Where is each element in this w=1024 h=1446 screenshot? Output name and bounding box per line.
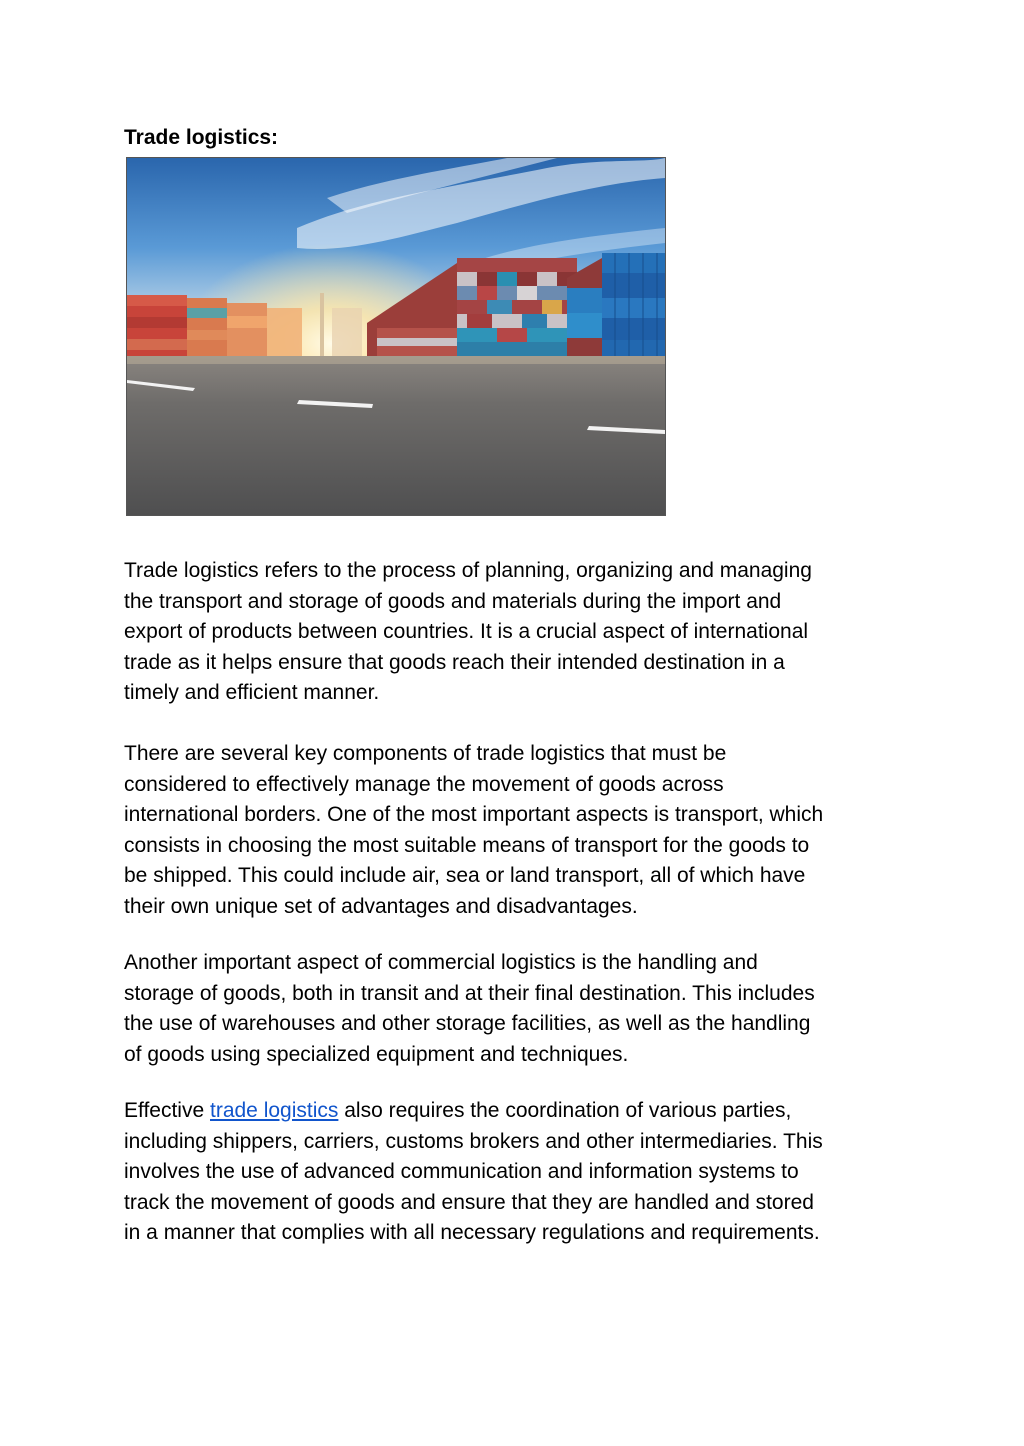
distant-building bbox=[332, 308, 362, 358]
text-line: of goods using specialized equipment and techniques. bbox=[124, 1042, 629, 1066]
paragraph-key-components bbox=[124, 739, 924, 923]
horizon-haze bbox=[127, 356, 665, 364]
text-line: Trade logistics refers to the process of planning, organizing and managing bbox=[124, 559, 812, 582]
text-line: consists in choosing the most suitable means of transport for the goods to bbox=[124, 833, 810, 857]
text-line: considered to effectively manage the movement of goods across bbox=[124, 772, 724, 796]
photo-illustration bbox=[127, 158, 665, 515]
text-line: including shippers, carriers, customs brokers and other intermediaries. This bbox=[124, 1129, 823, 1153]
text-line: There are several key components of trade logistics that must be bbox=[124, 742, 727, 765]
container-terminal-photo bbox=[126, 157, 666, 516]
text-line: the transport and storage of goods and materials during the import and bbox=[124, 589, 782, 613]
text-segment: Effective bbox=[124, 1099, 210, 1122]
text-line: track the movement of goods and ensure that they are handled and stored bbox=[124, 1190, 814, 1214]
text-line: export of products between countries. It is a crucial aspect of international bbox=[124, 620, 809, 644]
paragraph-introduction bbox=[124, 556, 924, 709]
text-line: Another important aspect of commercial logistics is the handling and bbox=[124, 951, 758, 974]
text-line: involves the use of advanced communication and information systems to bbox=[124, 1160, 799, 1184]
text-line: timely and efficient manner. bbox=[124, 681, 380, 705]
text-line: international borders. One of the most important aspects is transport, which bbox=[124, 803, 824, 827]
text-line bbox=[124, 1096, 924, 1127]
text-line: be shipped. This could include air, sea or land transport, all of which have bbox=[124, 864, 806, 888]
text-line: trade as it helps ensure that goods reach their intended destination in a bbox=[124, 650, 785, 674]
paragraph-coordination bbox=[124, 1096, 924, 1249]
text-line: their own unique set of advantages and disadvantages. bbox=[124, 894, 638, 918]
text-line: in a manner that complies with all necessary regulations and requirements. bbox=[124, 1221, 820, 1245]
trade-logistics-link[interactable]: trade logistics bbox=[210, 1099, 339, 1122]
light-pole bbox=[320, 293, 324, 358]
page-title: Trade logistics: bbox=[124, 126, 279, 149]
paragraph-handling-storage bbox=[124, 948, 924, 1070]
text-line: the use of warehouses and other storage facilities, as well as the handling bbox=[124, 1012, 811, 1036]
asphalt-road bbox=[127, 356, 665, 515]
text-line: storage of goods, both in transit and at their final destination. This includes bbox=[124, 981, 815, 1005]
text-segment: also requires the coordination of various parties, bbox=[338, 1099, 792, 1122]
